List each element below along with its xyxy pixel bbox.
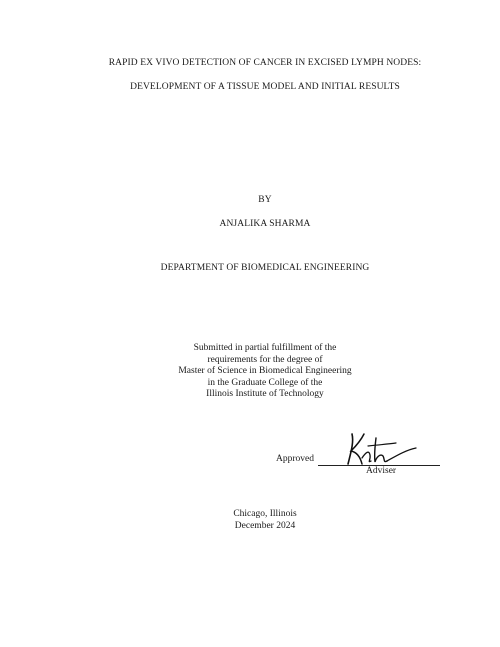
department-name: DEPARTMENT OF BIOMEDICAL ENGINEERING (160, 263, 370, 273)
submission-line: Submitted in partial fulfillment of the (193, 343, 337, 353)
thesis-title-line-2: DEVELOPMENT OF A TISSUE MODEL AND INITIAL RESULTS (130, 82, 400, 92)
submission-line: Illinois Institute of Technology (206, 389, 324, 399)
adviser-signature (340, 428, 420, 470)
submission-statement (0, 343, 500, 401)
submission-line: Master of Science in Biomedical Engineering (178, 366, 352, 376)
approval-block (276, 428, 446, 478)
adviser-label: Adviser (366, 466, 397, 476)
author-name: ANJALIKA SHARMA (219, 219, 311, 229)
by-label: BY (258, 195, 272, 205)
location: Chicago, Illinois (233, 509, 297, 519)
thesis-title-line-1: RAPID EX VIVO DETECTION OF CANCER IN EXCISED LYMPH NODES: (108, 58, 422, 68)
place-and-date (0, 509, 500, 532)
submission-date: December 2024 (234, 520, 296, 531)
submission-line: requirements for the degree of (207, 354, 323, 365)
approved-label: Approved (276, 454, 314, 464)
submission-line: in the Graduate College of the (207, 377, 323, 388)
